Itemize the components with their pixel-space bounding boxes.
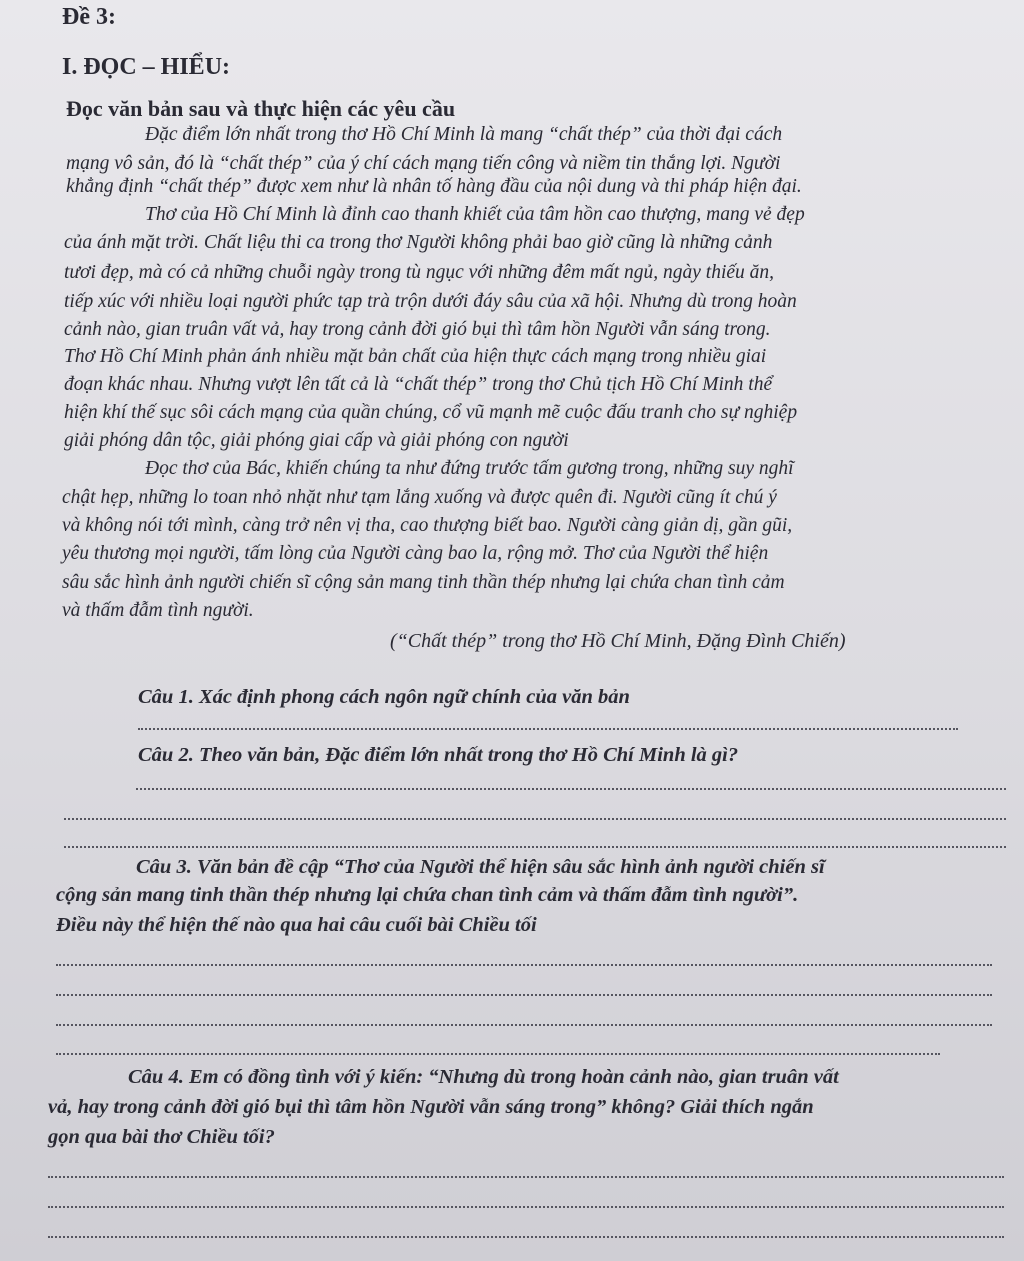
answer-line-q3[interactable] — [56, 1024, 992, 1026]
passage-line: mạng vô sản, đó là “chất thép” của ý chí cách mạng tiến công và niềm tin thắng lợi. Người — [66, 153, 781, 174]
passage-line: và thấm đẫm tình người. — [62, 600, 254, 621]
passage-source: (“Chất thép” trong thơ Hồ Chí Minh, Đặng Đình Chiến) — [390, 630, 846, 652]
answer-line-q2[interactable] — [64, 818, 1006, 820]
answer-line-q3[interactable] — [56, 964, 992, 966]
question-4-line: vả, hay trong cảnh đời gió bụi thì tâm hồn Người vẫn sáng trong” không? Giải thích ngắn — [48, 1096, 814, 1118]
passage-line: Thơ của Hồ Chí Minh là đỉnh cao thanh khiết của tâm hồn cao thượng, mang vẻ đẹp — [145, 204, 805, 225]
instruction: Đọc văn bản sau và thực hiện các yêu cầu — [66, 96, 456, 121]
answer-line-q4[interactable] — [48, 1176, 1004, 1178]
passage-line: Thơ Hồ Chí Minh phản ánh nhiều mặt bản chất của hiện thực cách mạng trong nhiều giai — [64, 346, 767, 367]
passage-line: đoạn khác nhau. Nhưng vượt lên tất cả là “chất thép” trong thơ Chủ tịch Hồ Chí Minh thể — [64, 374, 773, 395]
passage-line: yêu thương mọi người, tấm lòng của Người càng bao la, rộng mở. Thơ của Người thể hiện — [62, 543, 769, 564]
passage-line: Đọc thơ của Bác, khiến chúng ta như đứng trước tấm gương trong, những suy nghĩ — [145, 458, 794, 479]
passage-line: hiện khí thế sục sôi cách mạng của quần chúng, cổ vũ mạnh mẽ cuộc đấu tranh cho sự nghiệp — [64, 402, 798, 423]
answer-line-q1[interactable] — [138, 728, 958, 730]
question-2: Câu 2. Theo văn bản, Đặc điểm lớn nhất trong thơ Hồ Chí Minh là gì? — [138, 744, 739, 766]
passage-line: và không nói tới mình, càng trở nên vị tha, cao thượng biết bao. Người càng giản dị, gần gũi, — [62, 515, 793, 536]
answer-line-q2[interactable] — [136, 788, 1006, 790]
question-3-line: Điều này thể hiện thế nào qua hai câu cuối bài Chiều tối — [56, 914, 537, 936]
answer-line-q4[interactable] — [48, 1236, 1004, 1238]
passage-line: giải phóng dân tộc, giải phóng giai cấp và giải phóng con người — [64, 430, 569, 451]
passage-line: cảnh nào, gian truân vất vả, hay trong cảnh đời gió bụi thì tâm hồn Người vẫn sáng trong. — [64, 319, 771, 340]
question-1: Câu 1. Xác định phong cách ngôn ngữ chính của văn bản — [138, 686, 630, 708]
passage-line: tươi đẹp, mà có cả những chuỗi ngày trong tù ngục với những đêm mất ngủ, ngày thiếu ăn, — [64, 262, 775, 283]
section-heading: I. ĐỌC – HIỂU: — [62, 54, 231, 80]
answer-line-q3[interactable] — [56, 994, 992, 996]
answer-line-q4[interactable] — [48, 1206, 1004, 1208]
passage-line: tiếp xúc với nhiều loại người phức tạp trà trộn dưới đáy sâu của xã hội. Nhưng dù trong hoàn — [64, 291, 797, 312]
passage-line: của ánh mặt trời. Chất liệu thi ca trong thơ Người không phải bao giờ cũng là những cảnh — [64, 232, 773, 253]
passage-line: Đặc điểm lớn nhất trong thơ Hồ Chí Minh là mang “chất thép” của thời đại cách — [145, 124, 783, 145]
answer-line-q3[interactable] — [56, 1053, 940, 1055]
passage-line: chật hẹp, những lo toan nhỏ nhặt như tạm lắng xuống và được quên đi. Người cũng ít chú ý — [62, 487, 777, 508]
passage-line: khẳng định “chất thép” được xem như là nhân tố hàng đầu của nội dung và thi pháp hiện đại. — [66, 176, 802, 197]
exam-number: Đề 3: — [62, 4, 116, 30]
answer-line-q2[interactable] — [64, 846, 1006, 848]
question-4-line: Câu 4. Em có đồng tình với ý kiến: “Nhưng dù trong hoàn cảnh nào, gian truân vất — [128, 1066, 839, 1088]
passage-line: sâu sắc hình ảnh người chiến sĩ cộng sản mang tinh thần thép nhưng lại chứa chan tình cảm — [62, 572, 785, 593]
question-3-line: Câu 3. Văn bản đề cập “Thơ của Người thể hiện sâu sắc hình ảnh người chiến sĩ — [136, 856, 825, 878]
question-4-line: gọn qua bài thơ Chiều tối? — [48, 1126, 275, 1148]
question-3-line: cộng sản mang tinh thần thép nhưng lại chứa chan tình cảm và thấm đẫm tình người”. — [56, 884, 799, 906]
